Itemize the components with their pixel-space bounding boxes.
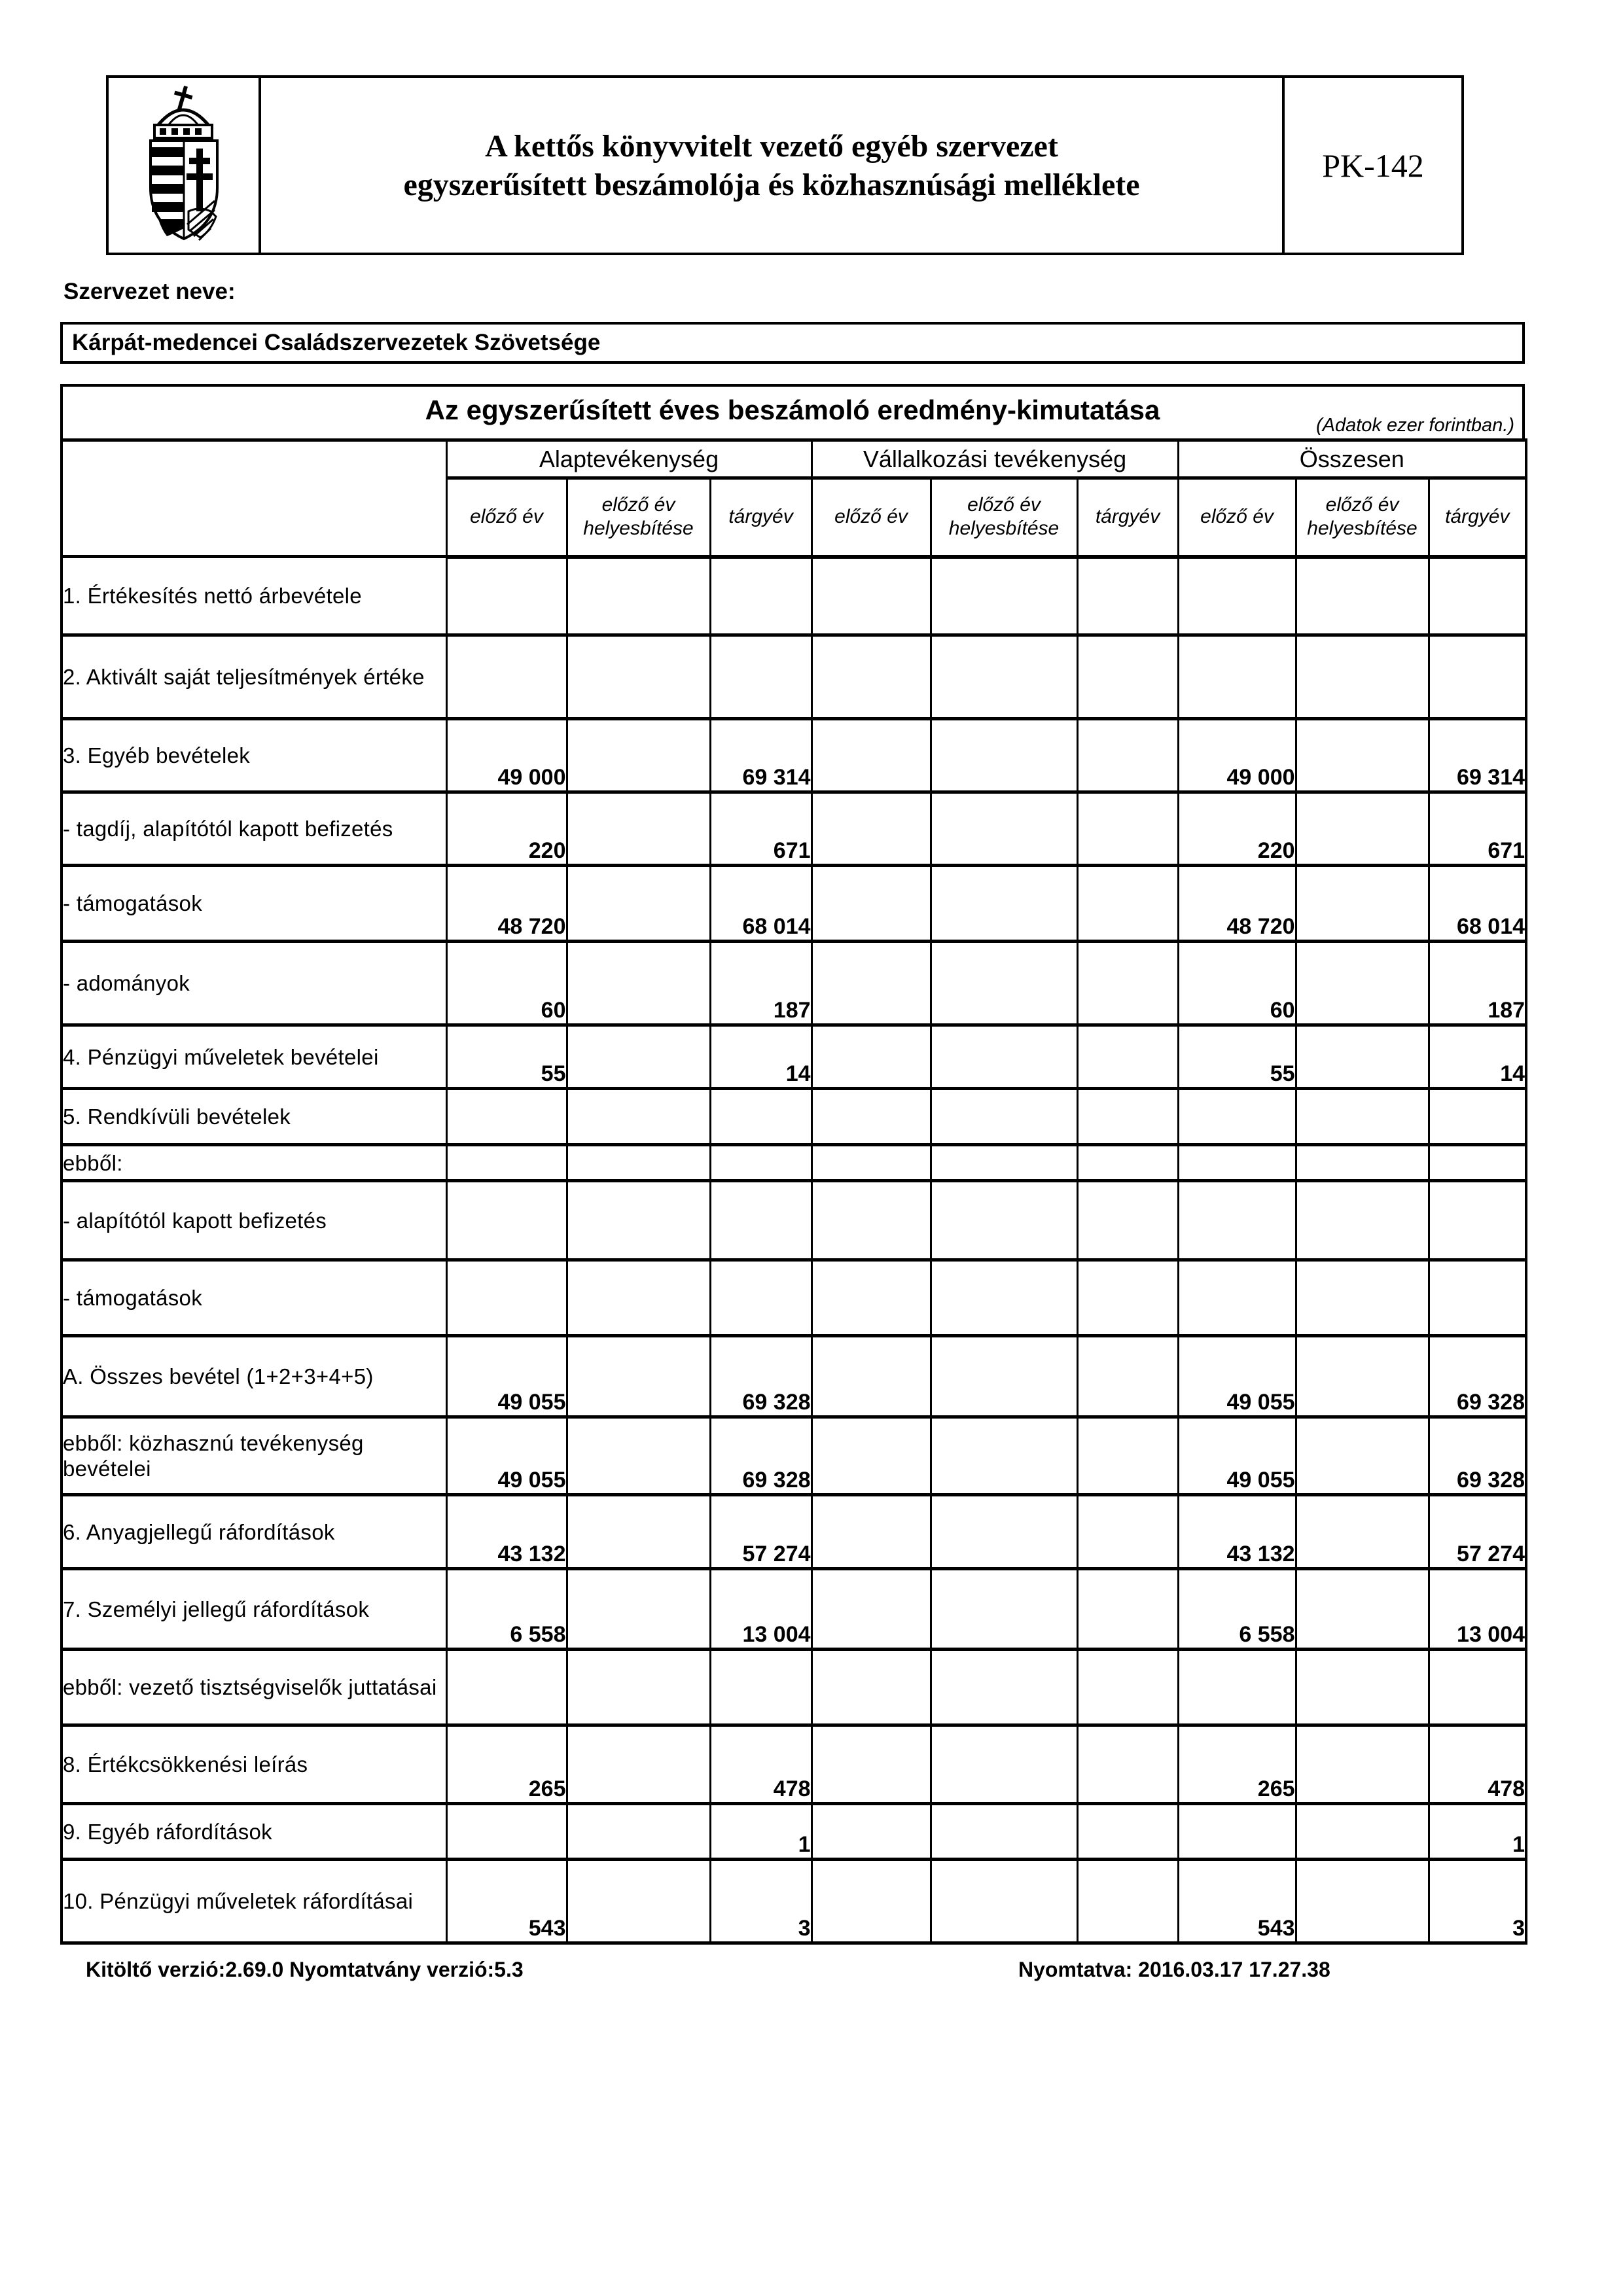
value-cell: [812, 1417, 931, 1495]
form-code: PK-142: [1282, 78, 1461, 253]
value-cell: [567, 866, 710, 942]
value-cell: [931, 1145, 1077, 1181]
value-cell: [1429, 1145, 1526, 1181]
value-cell: [710, 1145, 812, 1181]
table-row: [62, 942, 1526, 1025]
value-cell: [931, 557, 1077, 635]
table-row: [62, 1417, 1526, 1495]
group-header-business-activity: Vállalkozási tevékenység: [812, 440, 1178, 478]
value-cell: [812, 1089, 931, 1145]
value-cell: [1296, 866, 1429, 942]
value-cell: [1296, 1495, 1429, 1569]
value-cell: [1296, 557, 1429, 635]
row-label: 7. Személyi jellegű ráfordítások: [62, 1569, 446, 1650]
value-cell: [812, 1725, 931, 1804]
row-label: - támogatások: [62, 1260, 446, 1336]
row-label: 9. Egyéb ráfordítások: [62, 1804, 446, 1860]
value-cell: [567, 1089, 710, 1145]
value-cell: [1429, 1181, 1526, 1260]
table-row: [62, 719, 1526, 792]
value-cell: 49 055: [446, 1417, 567, 1495]
value-cell: [1178, 635, 1296, 719]
value-cell: [1296, 1650, 1429, 1725]
value-cell: [446, 1181, 567, 1260]
row-label: 2. Aktivált saját teljesítmények értéke: [62, 635, 446, 719]
logo-cell: [109, 78, 261, 253]
table-row: [62, 792, 1526, 866]
subheader-cell: tárgyév: [710, 478, 812, 557]
value-cell: [812, 942, 931, 1025]
row-label: 5. Rendkívüli bevételek: [62, 1089, 446, 1145]
value-cell: [1429, 1089, 1526, 1145]
value-cell: 49 055: [1178, 1417, 1296, 1495]
table-row: [62, 1336, 1526, 1417]
table-row: [62, 1089, 1526, 1145]
value-cell: [1296, 792, 1429, 866]
value-cell: [931, 1725, 1077, 1804]
value-cell: 3: [1429, 1860, 1526, 1943]
value-cell: [1178, 1089, 1296, 1145]
value-cell: [1296, 1025, 1429, 1089]
table-row: [62, 1260, 1526, 1336]
value-cell: [1429, 1260, 1526, 1336]
value-cell: [446, 1145, 567, 1181]
value-cell: [1296, 1569, 1429, 1650]
value-cell: [812, 792, 931, 866]
row-label: ebből:: [62, 1145, 446, 1181]
form-header-box: [106, 75, 1464, 255]
value-cell: [567, 1025, 710, 1089]
value-cell: [1296, 1089, 1429, 1145]
table-row: [62, 635, 1526, 719]
value-cell: [567, 1804, 710, 1860]
subheader-cell: tárgyév: [1429, 478, 1526, 557]
value-cell: 69 314: [710, 719, 812, 792]
value-cell: 48 720: [1178, 866, 1296, 942]
value-cell: 13 004: [710, 1569, 812, 1650]
value-cell: [1077, 1860, 1178, 1943]
value-cell: [567, 1569, 710, 1650]
report-title-box: [60, 384, 1525, 438]
value-cell: 55: [1178, 1025, 1296, 1089]
value-cell: [567, 942, 710, 1025]
value-cell: 43 132: [1178, 1495, 1296, 1569]
value-cell: [1178, 557, 1296, 635]
row-label: 6. Anyagjellegű ráfordítások: [62, 1495, 446, 1569]
value-cell: [1178, 1260, 1296, 1336]
row-label: 3. Egyéb bevételek: [62, 719, 446, 792]
value-cell: [1077, 1089, 1178, 1145]
value-cell: 60: [446, 942, 567, 1025]
row-label: - alapítótól kapott befizetés: [62, 1181, 446, 1260]
table-row: [62, 1860, 1526, 1943]
value-cell: [1178, 1181, 1296, 1260]
value-cell: 14: [1429, 1025, 1526, 1089]
value-cell: [567, 1860, 710, 1943]
value-cell: [1077, 1145, 1178, 1181]
table-row: [62, 1804, 1526, 1860]
value-cell: [1296, 1860, 1429, 1943]
report-section: [60, 384, 1525, 1945]
value-cell: [1077, 635, 1178, 719]
value-cell: [1077, 719, 1178, 792]
org-name-label: Szervezet neve:: [63, 279, 236, 304]
table-row: [62, 1650, 1526, 1725]
value-cell: 69 328: [710, 1336, 812, 1417]
value-cell: [931, 1569, 1077, 1650]
value-cell: [1178, 1145, 1296, 1181]
row-label: 4. Pénzügyi műveletek bevételei: [62, 1025, 446, 1089]
value-cell: [1296, 635, 1429, 719]
value-cell: [1296, 1181, 1429, 1260]
value-cell: 69 328: [1429, 1417, 1526, 1495]
value-cell: [931, 1181, 1077, 1260]
value-cell: [1077, 1336, 1178, 1417]
row-label: - adományok: [62, 942, 446, 1025]
value-cell: 69 328: [1429, 1336, 1526, 1417]
value-cell: 1: [1429, 1804, 1526, 1860]
value-cell: 265: [1178, 1725, 1296, 1804]
value-cell: [931, 1025, 1077, 1089]
value-cell: [567, 1260, 710, 1336]
value-cell: [1178, 1650, 1296, 1725]
value-cell: [931, 1860, 1077, 1943]
income-statement-table: [60, 438, 1527, 1945]
value-cell: [931, 1650, 1077, 1725]
value-cell: 265: [446, 1725, 567, 1804]
row-label: 10. Pénzügyi műveletek ráfordításai: [62, 1860, 446, 1943]
value-cell: 68 014: [710, 866, 812, 942]
row-label: 1. Értékesítés nettó árbevétele: [62, 557, 446, 635]
row-label: - tagdíj, alapítótól kapott befizetés: [62, 792, 446, 866]
group-header-core-activity: Alaptevékenység: [446, 440, 812, 478]
value-cell: [446, 557, 567, 635]
value-cell: [446, 1804, 567, 1860]
value-cell: [567, 1495, 710, 1569]
value-cell: [931, 792, 1077, 866]
value-cell: [1077, 557, 1178, 635]
value-cell: [567, 1725, 710, 1804]
value-cell: [1178, 1804, 1296, 1860]
value-cell: [812, 1495, 931, 1569]
value-cell: 69 314: [1429, 719, 1526, 792]
value-cell: 1: [710, 1804, 812, 1860]
value-cell: [1077, 866, 1178, 942]
value-cell: 49 055: [1178, 1336, 1296, 1417]
value-cell: [1296, 1336, 1429, 1417]
group-header-total: Összesen: [1178, 440, 1526, 478]
value-cell: 671: [1429, 792, 1526, 866]
value-cell: [446, 1260, 567, 1336]
value-cell: [931, 1260, 1077, 1336]
value-cell: 57 274: [1429, 1495, 1526, 1569]
form-title: [261, 78, 1282, 253]
value-cell: [812, 1145, 931, 1181]
value-cell: [812, 719, 931, 792]
row-label: A. Összes bevétel (1+2+3+4+5): [62, 1336, 446, 1417]
value-cell: 187: [710, 942, 812, 1025]
group-header-row: [62, 440, 1526, 478]
org-name-box: [60, 322, 1525, 364]
value-cell: [567, 1417, 710, 1495]
value-cell: 49 000: [1178, 719, 1296, 792]
value-cell: [446, 635, 567, 719]
value-cell: 220: [446, 792, 567, 866]
value-cell: [1077, 1495, 1178, 1569]
value-cell: 220: [1178, 792, 1296, 866]
value-cell: [812, 1804, 931, 1860]
org-name-value: Kárpát-medencei Családszervezetek Szövetsége: [72, 330, 601, 355]
value-cell: [812, 1569, 931, 1650]
value-cell: [931, 866, 1077, 942]
subheader-cell: előző év helyesbítése: [931, 478, 1077, 557]
row-label: ebből: közhasznú tevékenység bevételei: [62, 1417, 446, 1495]
value-cell: [1077, 1650, 1178, 1725]
value-cell: 6 558: [1178, 1569, 1296, 1650]
value-cell: [567, 792, 710, 866]
value-cell: [812, 1260, 931, 1336]
value-cell: 48 720: [446, 866, 567, 942]
value-cell: [1296, 1417, 1429, 1495]
value-cell: [812, 1336, 931, 1417]
value-cell: [931, 719, 1077, 792]
report-title: Az egyszerűsített éves beszámoló eredmény-kimutatása: [425, 395, 1160, 425]
form-title-line2: egyszerűsített beszámolója és közhasznúsági melléklete: [403, 167, 1140, 202]
value-cell: 187: [1429, 942, 1526, 1025]
value-cell: 60: [1178, 942, 1296, 1025]
row-label: 8. Értékcsökkenési leírás: [62, 1725, 446, 1804]
table-row: [62, 1181, 1526, 1260]
value-cell: 543: [1178, 1860, 1296, 1943]
subheader-cell: előző év: [812, 478, 931, 557]
corner-cell: [62, 440, 446, 557]
value-cell: [812, 1650, 931, 1725]
subheader-cell: tárgyév: [1077, 478, 1178, 557]
form-title-line1: A kettős könyvvitelt vezető egyéb szervezet: [485, 128, 1058, 164]
value-cell: [446, 1089, 567, 1145]
subheader-cell: előző év helyesbítése: [567, 478, 710, 557]
value-cell: [710, 557, 812, 635]
subheader-cell: előző év: [1178, 478, 1296, 557]
value-cell: 69 328: [710, 1417, 812, 1495]
value-cell: [1429, 635, 1526, 719]
value-cell: [931, 1495, 1077, 1569]
value-cell: [1296, 1804, 1429, 1860]
value-cell: 49 055: [446, 1336, 567, 1417]
subheader-cell: előző év helyesbítése: [1296, 478, 1429, 557]
value-cell: [931, 1804, 1077, 1860]
table-row: [62, 1495, 1526, 1569]
value-cell: [931, 1089, 1077, 1145]
value-cell: [931, 635, 1077, 719]
table-row: [62, 1725, 1526, 1804]
value-cell: 57 274: [710, 1495, 812, 1569]
value-cell: [1296, 1145, 1429, 1181]
row-label: - támogatások: [62, 866, 446, 942]
value-cell: 478: [710, 1725, 812, 1804]
value-cell: [1296, 1725, 1429, 1804]
value-cell: [1077, 1417, 1178, 1495]
value-cell: 543: [446, 1860, 567, 1943]
value-cell: [931, 942, 1077, 1025]
value-cell: [710, 635, 812, 719]
report-unit-note: (Adatok ezer forintban.): [1315, 415, 1514, 436]
value-cell: 55: [446, 1025, 567, 1089]
value-cell: [446, 1650, 567, 1725]
value-cell: [1077, 1260, 1178, 1336]
table-row: [62, 557, 1526, 635]
value-cell: 671: [710, 792, 812, 866]
footer-print-timestamp: Nyomtatva: 2016.03.17 17.27.38: [1018, 1958, 1330, 1981]
value-cell: [1077, 942, 1178, 1025]
table-row: [62, 866, 1526, 942]
value-cell: [1077, 1569, 1178, 1650]
footer-version-info: Kitöltő verzió:2.69.0 Nyomtatvány verzió:5.3: [86, 1958, 524, 1981]
value-cell: [1077, 1804, 1178, 1860]
value-cell: 3: [710, 1860, 812, 1943]
value-cell: [812, 1025, 931, 1089]
value-cell: [567, 635, 710, 719]
value-cell: [567, 557, 710, 635]
table-row: [62, 1145, 1526, 1181]
value-cell: [812, 866, 931, 942]
value-cell: [567, 1650, 710, 1725]
value-cell: [1077, 1725, 1178, 1804]
value-cell: [1429, 557, 1526, 635]
table-row: [62, 1025, 1526, 1089]
value-cell: [1296, 942, 1429, 1025]
value-cell: [710, 1181, 812, 1260]
value-cell: [1429, 1650, 1526, 1725]
value-cell: 6 558: [446, 1569, 567, 1650]
report-table-body: [62, 557, 1526, 1943]
value-cell: 49 000: [446, 719, 567, 792]
value-cell: [710, 1260, 812, 1336]
value-cell: 13 004: [1429, 1569, 1526, 1650]
value-cell: [812, 635, 931, 719]
value-cell: [1077, 792, 1178, 866]
value-cell: [931, 1417, 1077, 1495]
hungarian-coat-of-arms-icon: [141, 84, 226, 247]
value-cell: [1296, 719, 1429, 792]
value-cell: 14: [710, 1025, 812, 1089]
value-cell: [567, 1181, 710, 1260]
value-cell: [567, 1336, 710, 1417]
value-cell: [812, 1181, 931, 1260]
value-cell: 68 014: [1429, 866, 1526, 942]
value-cell: [710, 1650, 812, 1725]
value-cell: [1077, 1181, 1178, 1260]
value-cell: [710, 1089, 812, 1145]
row-label: ebből: vezető tisztségviselők juttatásai: [62, 1650, 446, 1725]
value-cell: 43 132: [446, 1495, 567, 1569]
value-cell: [812, 1860, 931, 1943]
value-cell: [812, 557, 931, 635]
value-cell: [567, 1145, 710, 1181]
table-row: [62, 1569, 1526, 1650]
value-cell: [567, 719, 710, 792]
value-cell: [1077, 1025, 1178, 1089]
value-cell: [931, 1336, 1077, 1417]
subheader-cell: előző év: [446, 478, 567, 557]
value-cell: 478: [1429, 1725, 1526, 1804]
value-cell: [1296, 1260, 1429, 1336]
